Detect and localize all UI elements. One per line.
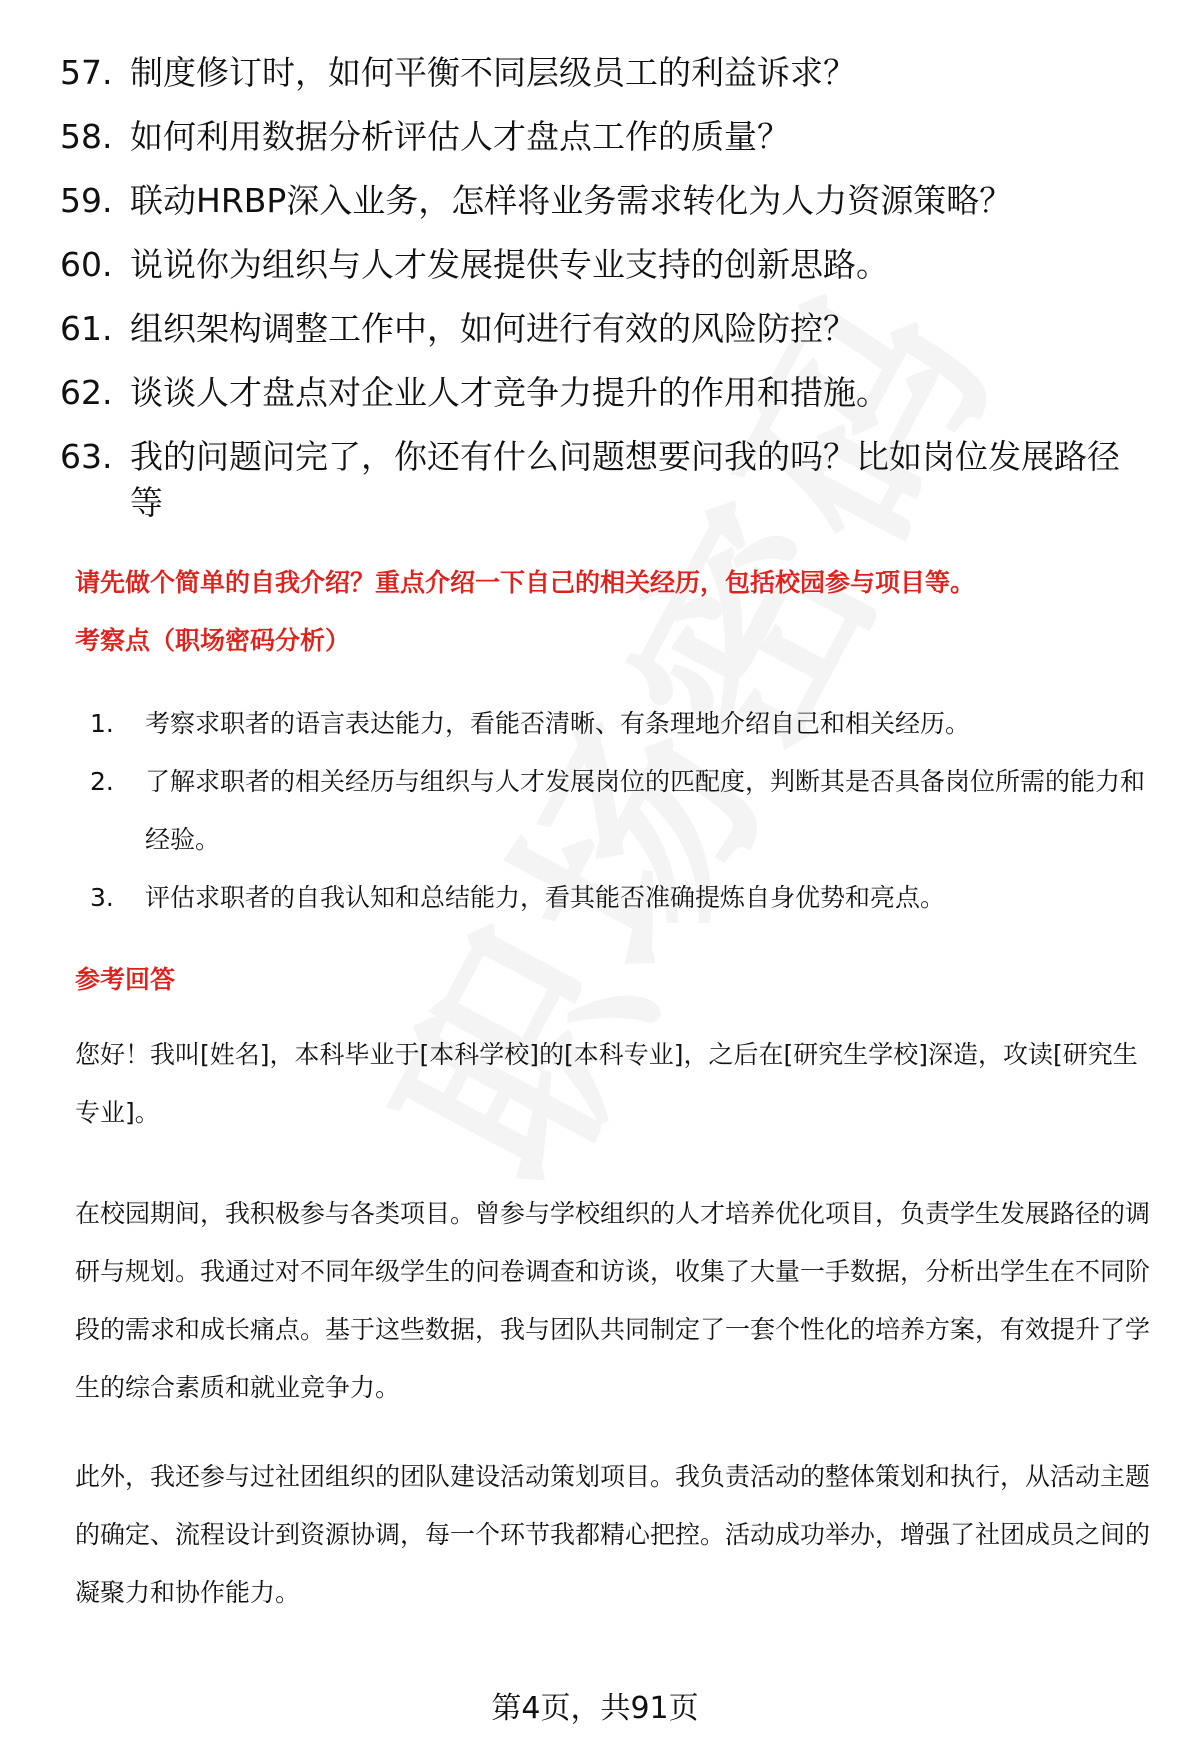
answer-paragraph-3-block [75,1448,1150,1622]
list-item [60,306,1150,352]
list-item [75,753,1150,869]
list-item [60,434,1150,526]
list-item [60,114,1150,160]
point-text: 考察求职者的语言表达能力，看能否清晰、有条理地介绍自己和相关经历。 [145,709,971,738]
point-text: 了解求职者的相关经历与组织与人才发展岗位的匹配度，判断其是否具备岗位所需的能力和经验。 [145,767,1146,854]
page-number: 第4页，共91页 [491,1691,699,1726]
question-text: 联动HRBP深入业务，怎样将业务需求转化为人力资源策略？ [130,181,1013,220]
answer-paragraph: 在校园期间，我积极参与各类项目。曾参与学校组织的人才培养优化项目，负责学生发展路径的调研与规划。我通过对不同年级学生的问卷调查和访谈，收集了大量一手数据，分析出学生在不同阶段的需求和成长痛点。基于这些数据，我与团队共同制定了一套个性化的培养方案，有效提升了学生的综合素质和就业竞争力。 [75,1199,1151,1402]
question-heading: 请先做个简单的自我介绍？重点介绍一下自己的相关经历，包括校园参与项目等。 [75,568,976,597]
question-text: 如何利用数据分析评估人才盘点工作的质量？ [130,117,790,156]
point-text: 评估求职者的自我认知和总结能力，看其能否准确提炼自身优势和亮点。 [145,883,946,912]
question-text: 制度修订时，如何平衡不同层级员工的利益诉求？ [130,53,856,92]
question-text: 说说你为组织与人才发展提供专业支持的创新思路。 [130,245,889,284]
question-text: 我的问题问完了，你还有什么问题想要问我的吗？比如岗位发展路径等 [130,437,1120,522]
answer-heading: 参考回答 [75,965,176,994]
question-text: 谈谈人才盘点对企业人才竞争力提升的作用和措施。 [130,373,889,412]
question-heading-block [75,563,1150,603]
answer-paragraph: 此外，我还参与过社团组织的团队建设活动策划项目。我负责活动的整体策划和执行，从活动主题的确定、流程设计到资源协调，每一个环节我都精心把控。活动成功举办，增强了社团成员之间的凝聚力和协作能力。 [75,1462,1151,1607]
point-number: 3. [90,883,114,912]
list-item [75,869,1150,927]
question-number: 63. [60,437,113,476]
question-number: 58. [60,117,113,156]
analysis-heading-block [75,621,1150,661]
question-number: 59. [60,181,113,220]
list-item [60,370,1150,416]
answer-paragraph-1-block [75,1026,1150,1142]
point-number: 2. [90,767,114,796]
list-item [60,178,1150,224]
analysis-points [75,695,1150,927]
question-number: 61. [60,309,113,348]
answer-paragraph-2-block [75,1185,1150,1417]
answer-paragraph: 您好！我叫[姓名]，本科毕业于[本科学校]的[本科专业]，之后在[研究生学校]深造，攻读[研究生专业]。 [75,1040,1138,1127]
list-item [60,242,1150,288]
list-item [60,50,1150,96]
point-number: 1. [90,709,114,738]
list-item [75,695,1150,753]
analysis-heading: 考察点（职场密码分析） [75,626,351,655]
question-text: 组织架构调整工作中，如何进行有效的风险防控？ [130,309,856,348]
question-number: 57. [60,53,113,92]
question-number: 62. [60,373,113,412]
answer-heading-block [75,960,1150,1000]
question-number: 60. [60,245,113,284]
question-list [60,50,1150,544]
